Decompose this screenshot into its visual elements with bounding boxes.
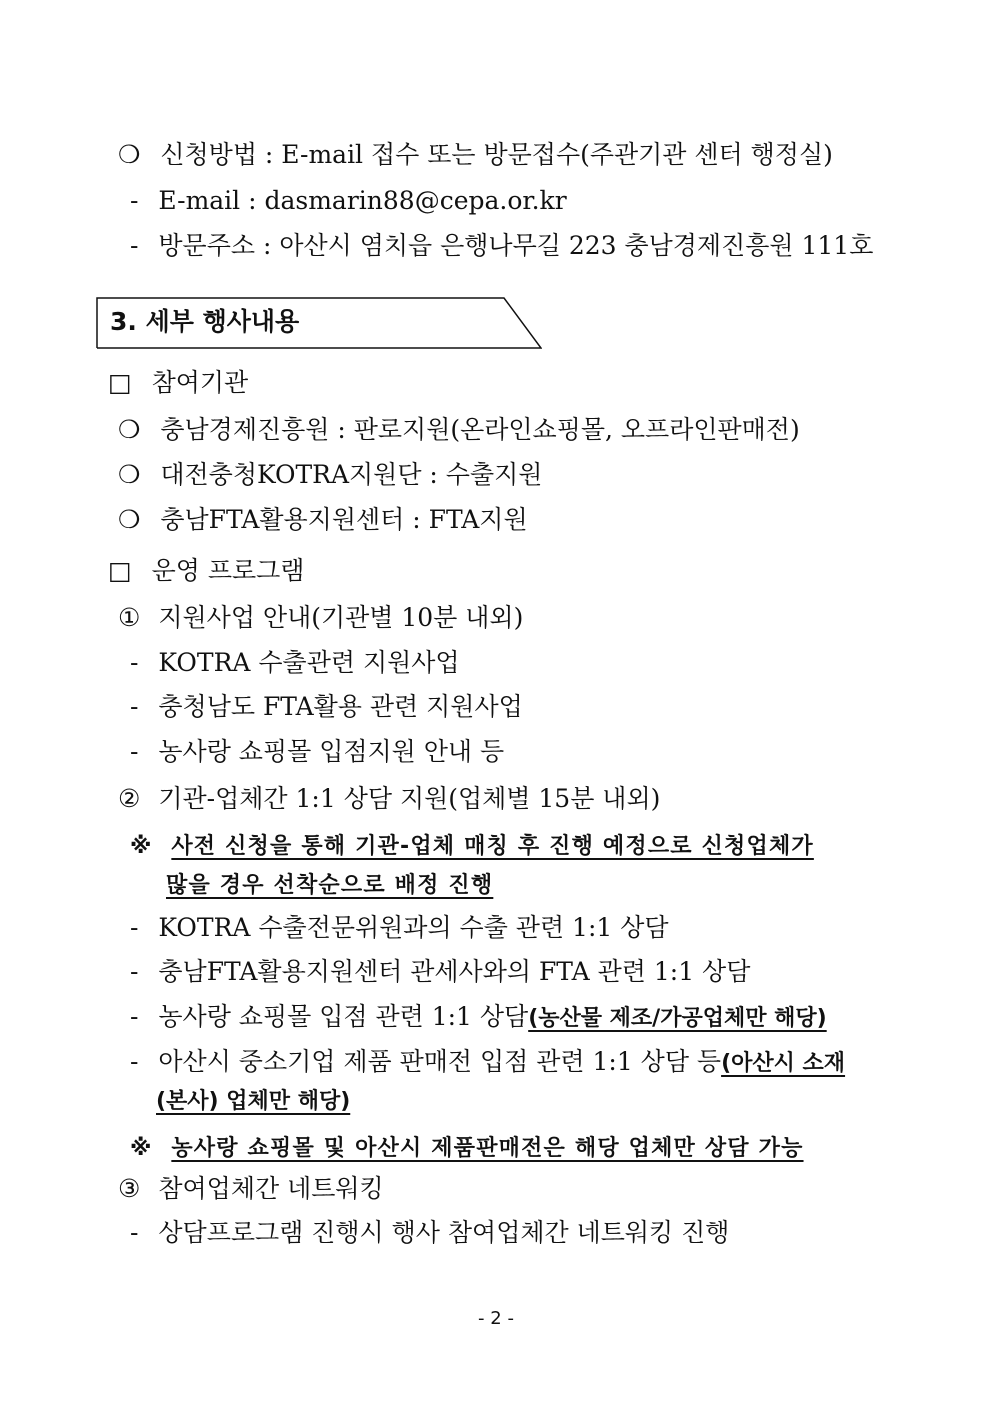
program-item-3-text: 참여업체간 네트워킹 [158, 1174, 384, 1203]
program-subitem-condition: (본사) 업체만 해당) [156, 1089, 351, 1114]
note-line-3 [130, 1130, 804, 1166]
dash-bullet: - [130, 913, 139, 942]
program-heading [108, 554, 304, 588]
program-subitem [130, 955, 750, 989]
note-line-2 [166, 867, 493, 903]
program-subitem-text: KOTRA 수출관련 지원사업 [158, 648, 460, 677]
note-line-1 [130, 828, 814, 864]
email-line [130, 184, 567, 218]
circle-bullet-icon: ❍ [118, 460, 141, 489]
program-subitem-condition: (아산시 소재 [721, 1051, 846, 1076]
checkbox-square-icon: □ [108, 556, 132, 585]
dash-bullet: - [130, 1218, 139, 1247]
reference-mark-icon: ※ [130, 1136, 152, 1161]
note-text-2: 많을 경우 선착순으로 배정 진행 [166, 873, 494, 898]
page-number: - 2 - [478, 1308, 514, 1329]
program-item-3 [118, 1172, 384, 1206]
program-subitem [130, 646, 460, 680]
dash-bullet: - [130, 186, 139, 215]
circle-bullet-icon: ❍ [118, 140, 141, 169]
participant-item [118, 503, 528, 537]
application-method-text: 신청방법 : E-mail 접수 또는 방문접수(주관기관 센터 행정실) [160, 140, 833, 169]
address-text: 방문주소 : 아산시 염치읍 은행나무길 223 충남경제진흥원 111호 [158, 231, 874, 260]
address-line [130, 229, 873, 263]
program-subitem-text: 충청남도 FTA활용 관련 지원사업 [158, 692, 523, 721]
participants-heading [108, 366, 248, 400]
program-subitem-text: 충남FTA활용지원센터 관세사와의 FTA 관련 1:1 상담 [158, 957, 751, 986]
participant-text: 대전충청KOTRA지원단 : 수출지원 [160, 460, 543, 489]
program-subitem [130, 690, 523, 724]
circle-bullet-icon: ❍ [118, 505, 141, 534]
application-method [118, 138, 833, 172]
program-subitem [130, 1216, 729, 1250]
program-item-1 [118, 601, 523, 635]
participant-item [118, 458, 542, 492]
circled-number-2: ② [118, 784, 141, 813]
dash-bullet: - [130, 737, 139, 766]
dash-bullet: - [130, 957, 139, 986]
circled-number-3: ③ [118, 1174, 141, 1203]
program-item-1-text: 지원사업 안내(기관별 10분 내외) [158, 603, 524, 632]
checkbox-square-icon: □ [108, 368, 132, 397]
program-item-2-text: 기관-업체간 1:1 상담 지원(업체별 15분 내외) [158, 784, 661, 813]
program-subitem-text: 농사랑 쇼핑몰 입점 관련 1:1 상담 [158, 1002, 529, 1031]
participant-item [118, 413, 800, 447]
circle-bullet-icon: ❍ [118, 415, 141, 444]
email-text: E-mail : dasmarin88@cepa.or.kr [158, 186, 567, 215]
program-subitem [130, 735, 504, 769]
note-text-1: 사전 신청을 통해 기관-업체 매칭 후 진행 예정으로 신청업체가 [171, 834, 814, 859]
reference-mark-icon: ※ [130, 834, 152, 859]
participant-text: 충남경제진흥원 : 판로지원(온라인쇼핑몰, 오프라인판매전) [160, 415, 800, 444]
program-subitem [130, 1000, 827, 1036]
dash-bullet: - [130, 231, 139, 260]
program-subitem-text: 농사랑 쇼핑몰 입점지원 안내 등 [158, 737, 505, 766]
program-heading-text: 운영 프로그램 [151, 556, 305, 585]
section-title: 3. 세부 행사내용 [110, 307, 300, 336]
circled-number-1: ① [118, 603, 141, 632]
program-subitem-condition: (농산물 제조/가공업체만 해당) [528, 1006, 827, 1031]
dash-bullet: - [130, 1002, 139, 1031]
program-subitem-text: KOTRA 수출전문위원과의 수출 관련 1:1 상담 [158, 913, 669, 942]
section-header [96, 297, 542, 349]
participants-heading-text: 참여기관 [151, 368, 249, 397]
program-subitem-text: 상담프로그램 진행시 행사 참여업체간 네트워킹 진행 [158, 1218, 730, 1247]
participant-text: 충남FTA활용지원센터 : FTA지원 [160, 505, 528, 534]
program-subitem-text: 아산시 중소기업 제품 판매전 입점 관련 1:1 상담 등 [158, 1047, 722, 1076]
program-subitem-continued [156, 1083, 350, 1119]
program-subitem [130, 1045, 845, 1081]
dash-bullet: - [130, 1047, 139, 1076]
note-text-3: 농사랑 쇼핑몰 및 아산시 제품판매전은 해당 업체만 상담 가능 [171, 1136, 804, 1161]
dash-bullet: - [130, 692, 139, 721]
dash-bullet: - [130, 648, 139, 677]
program-subitem [130, 911, 669, 945]
program-item-2 [118, 782, 660, 816]
